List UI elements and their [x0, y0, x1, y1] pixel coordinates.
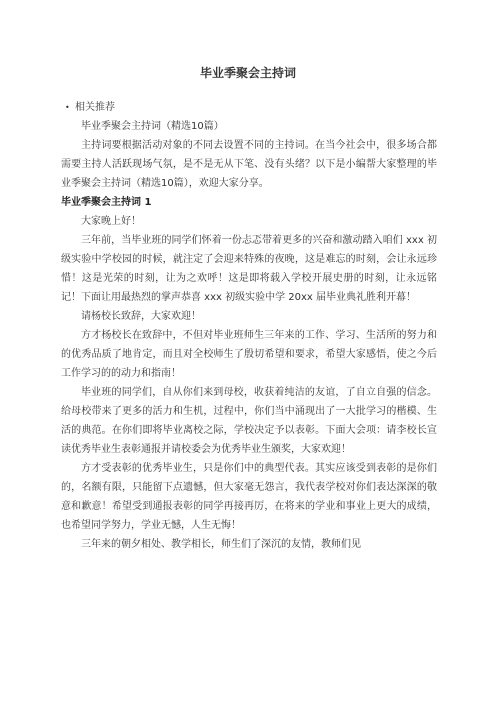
paragraph-greeting: 大家晚上好！	[81, 216, 141, 227]
document-title: 毕业季聚会主持词	[199, 66, 296, 80]
related-recommendations-link[interactable]	[61, 98, 437, 117]
bullet-icon: •	[65, 103, 70, 112]
paragraph-friendship: 三年来的朝夕相处、教学相长，师生们了深沉的友情，教师们见	[81, 539, 361, 550]
intro-line: 毕业季聚会主持词（精选10篇）	[81, 121, 224, 132]
paragraph-invite-principal: 请杨校长致辞，大家欢迎！	[81, 311, 201, 322]
related-recommendations-label: 相关推荐	[75, 102, 115, 113]
paragraph-graduates: 毕业班的同学们，自从你们来到母校，收获着纯洁的友谊，了自立自强的信念。给母校带来了更多的活力和生机，过程中，你们当中涌现出了一大批学习的楷模、生活的典范。在你们即将毕业离校之际，学校决定予以表彰。下面大会项：请李校长宣读优秀毕业生表彰通报并请校委会为优秀毕业生颁奖，大家欢迎！	[61, 387, 437, 455]
paragraph-awards: 方才受表彰的优秀毕业生，只是你们中的典型代表。其实应该受到表彰的是你们的，名额有限，只能留下点遗憾，但大家毫无怨言，我代表学校对你们表达深深的敬意和歉意！希望受到通报表彰的同学再接再厉，在将来的学业和事业上更大的成绩，也希望同学努力，学业无憾，人生无悔！	[61, 463, 437, 531]
section-title: 毕业季聚会主持词 1	[61, 197, 152, 208]
paragraph-principal-speech: 方才杨校长在致辞中，不但对毕业班师生三年来的工作、学习、生活所的努力和的优秀品质了地肯定，而且对全校师生了殷切希望和要求，希望大家感悟，使之今后工作学习的的动力和指南！	[61, 330, 437, 379]
intro-paragraph: 主持词要根据活动对象的不同去设置不同的主持词。在当今社会中，很多场合都需要主持人活跃现场气氛，是不是无从下笔、没有头绪？以下是小编帮大家整理的毕业季聚会主持词（精选10篇），欢迎大家分享。	[61, 140, 437, 189]
document-body	[61, 98, 437, 554]
paragraph-opening: 三年前，当毕业班的同学们怀着一份忐忑带着更多的兴奋和激动踏入咱们 xxx 初级实验中学校园的时候，就注定了会迎来特殊的夜晚，这是难忘的时刻，会让永远珍惜！这是光荣的时刻，让为之欢呼！这是即将载入学校开展史册的时刻，让永远铭记！下面让用最热烈的掌声恭喜 xxx 初级实验中学 20xx 届毕业典礼胜利开幕！	[61, 235, 437, 303]
